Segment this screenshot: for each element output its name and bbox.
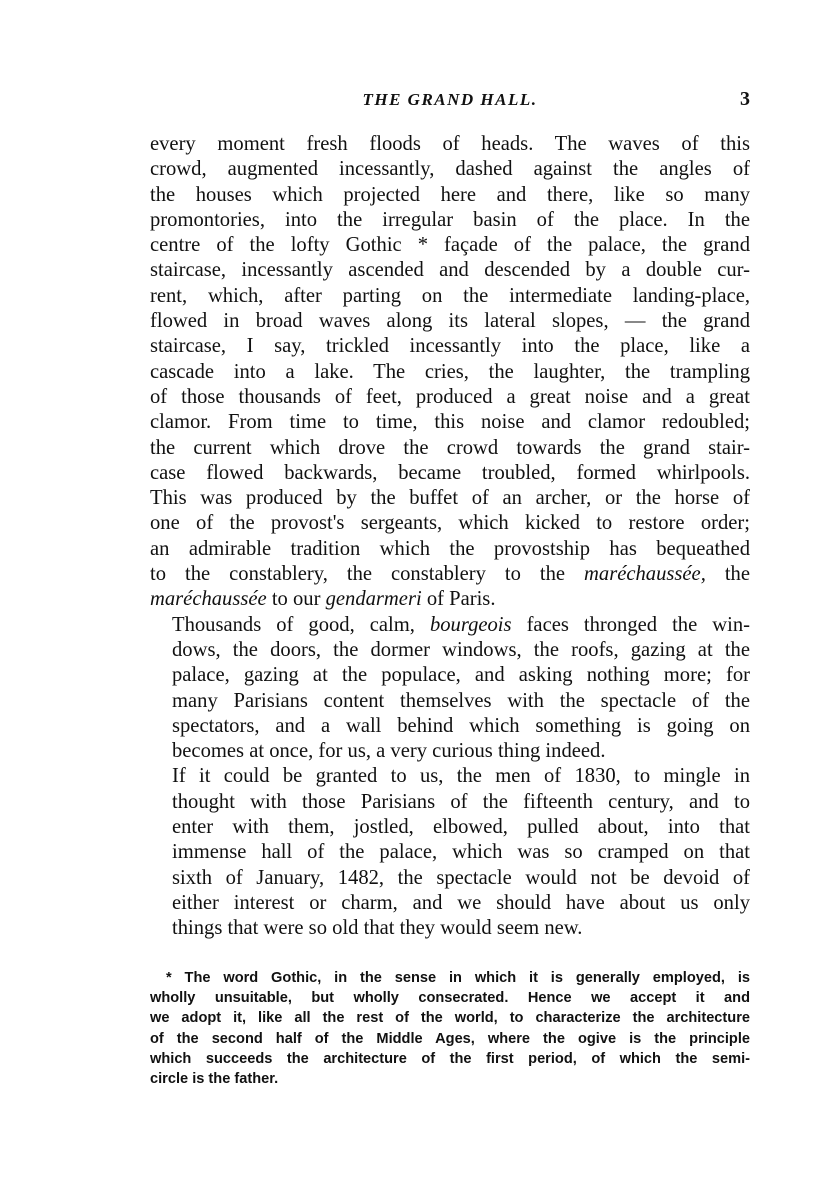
- text-line: an admirable tradition which the provostship has bequeathed: [150, 537, 750, 560]
- text-line: thought with those Parisians of the fifteenth century, and to: [172, 790, 750, 813]
- paragraph: [150, 132, 750, 613]
- running-title: THE GRAND HALL.: [362, 90, 538, 109]
- text-line: flowed in broad waves along its lateral slopes, — the grand: [150, 310, 750, 333]
- footnote-line: circle is the father.: [150, 1071, 279, 1088]
- text-line: rent, which, after parting on the intermediate landing-place,: [150, 284, 750, 307]
- text-line: This was produced by the buffet of an archer, or the horse of: [150, 487, 750, 510]
- italic-term: maréchaussée,: [584, 563, 706, 586]
- footnote-line: which succeeds the architecture of the first period, of which the semi-: [150, 1050, 750, 1067]
- text-line: the current which drove the crowd towards the grand stair-: [150, 436, 750, 459]
- text-line: every moment fresh floods of heads. The waves of this: [150, 133, 750, 155]
- text-line: crowd, augmented incessantly, dashed against the angles of: [150, 158, 750, 181]
- page-number: 3: [740, 88, 750, 110]
- text-line: promontories, into the irregular basin of the place. In the: [150, 208, 750, 231]
- text-line: case flowed backwards, became troubled, formed whirlpools.: [150, 461, 750, 484]
- text-line: immense hall of the palace, which was so cramped on that: [172, 841, 750, 864]
- text-line: becomes at once, for us, a very curious thing indeed.: [172, 740, 606, 763]
- italic-term: maréchaussée: [150, 588, 267, 611]
- text-line: enter with them, jostled, elbowed, pulled about, into that: [172, 816, 750, 839]
- text-line: to the constablery, the constablery to the maréchaussée, the: [150, 563, 750, 586]
- running-head: [150, 90, 750, 114]
- text-line: maréchaussée to our gendarmeri of Paris.: [150, 588, 496, 611]
- text-line: of those thousands of feet, produced a great noise and a great: [150, 385, 750, 408]
- footnote-line: of the second half of the Middle Ages, where the ogive is the principle: [150, 1030, 750, 1047]
- text-line: clamor. From time to time, this noise and clamor redoubled;: [150, 411, 750, 434]
- text-line: spectators, and a wall behind which something is going on: [172, 714, 750, 737]
- text-line: Thousands of good, calm, bourgeois faces thronged the win-: [172, 613, 750, 636]
- text-line: things that were so old that they would seem new.: [172, 917, 583, 940]
- text-line: either interest or charm, and we should have about us only: [172, 891, 750, 914]
- text-line: one of the provost's sergeants, which kicked to restore order;: [150, 512, 750, 535]
- text-line: many Parisians content themselves with the spectacle of the: [172, 689, 750, 712]
- text-line: dows, the doors, the dormer windows, the roofs, gazing at the: [172, 638, 750, 661]
- paragraph: [150, 764, 750, 941]
- italic-term: bourgeois: [429, 613, 512, 636]
- paragraph: [150, 613, 750, 765]
- footnote-line: we adopt it, like all the rest of the world, to characterize the architecture: [150, 1010, 750, 1027]
- text-line: staircase, I say, trickled incessantly into the place, like a: [150, 335, 750, 358]
- text-line: the houses which projected here and there, like so many: [150, 183, 750, 206]
- footnote-line: wholly unsuitable, but wholly consecrated. Hence we accept it and: [150, 990, 750, 1007]
- italic-term: gendarmeri: [325, 588, 422, 611]
- footnote-line: * The word Gothic, in the sense in which it is generally employed, is: [166, 970, 750, 986]
- text-line: If it could be granted to us, the men of 1830, to mingle in: [172, 765, 750, 788]
- body-text: [150, 132, 750, 942]
- text-line: palace, gazing at the populace, and asking nothing more; for: [172, 664, 750, 687]
- text-line: centre of the lofty Gothic * façade of the palace, the grand: [150, 234, 750, 257]
- footnote: [150, 968, 750, 1089]
- text-line: sixth of January, 1482, the spectacle would not be devoid of: [172, 866, 750, 889]
- text-line: staircase, incessantly ascended and descended by a double cur-: [150, 259, 750, 282]
- text-line: cascade into a lake. The cries, the laughter, the trampling: [150, 360, 750, 383]
